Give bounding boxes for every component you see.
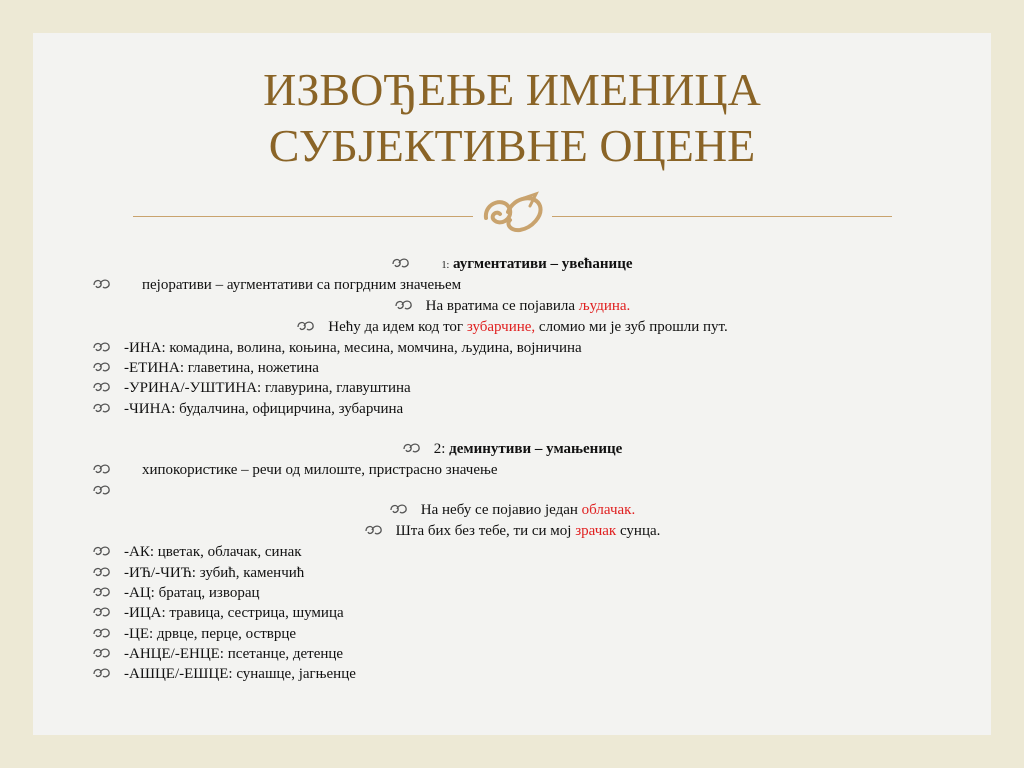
fleuron-bullet-icon <box>92 278 112 290</box>
section1-item <box>92 379 411 398</box>
list-item-text: -ИЦА: травица, сестрица, шумица <box>124 605 344 621</box>
fleuron-bullet-icon <box>92 484 112 496</box>
section1-example1-text: На вратима се појавила <box>425 298 579 314</box>
fleuron-bullet-icon <box>92 381 112 393</box>
section1-item <box>92 400 403 419</box>
title-line-1: ИЗВОЂЕЊЕ ИМЕНИЦА <box>263 64 761 115</box>
fleuron-bullet-icon <box>92 647 112 659</box>
section2-example1-highlight: облачак. <box>581 502 636 518</box>
section2-item <box>92 645 343 664</box>
fleuron-bullet-icon <box>92 361 112 373</box>
list-item-text: -ЦЕ: дрвце, перце, оствpце <box>124 626 297 642</box>
fleuron-bullet-icon <box>92 606 112 618</box>
list-item-text: -АШЦЕ/-ЕШЦЕ: сунашце, јагњенце <box>124 666 356 682</box>
section2-item <box>92 604 344 623</box>
empty-bullet-line <box>92 482 112 501</box>
fleuron-bullet-icon <box>92 566 112 578</box>
section2-item <box>92 584 260 603</box>
section2-example2-highlight: зрачак <box>575 523 617 539</box>
section1-example2-rest: сломио ми је зуб прошли пут. <box>535 319 728 335</box>
section1-example2-highlight: зубарчине, <box>466 319 536 335</box>
section1-example1-highlight: људина. <box>578 298 631 314</box>
fleuron-bullet-icon <box>296 320 316 332</box>
section2-example2-rest: сунца. <box>616 523 661 539</box>
fleuron-bullet-icon <box>391 257 411 269</box>
section2-item <box>92 665 356 684</box>
section1-item <box>92 359 319 378</box>
list-item-text: -АК: цветак, облачак, синак <box>124 544 302 560</box>
fleuron-bullet-icon <box>92 402 112 414</box>
section2-item <box>92 625 296 644</box>
fleuron-ornament-icon <box>480 188 548 234</box>
section2-definition-line <box>92 461 498 480</box>
fleuron-bullet-icon <box>402 442 422 454</box>
section2-item <box>92 564 304 583</box>
fleuron-bullet-icon <box>92 586 112 598</box>
section1-number: 1: <box>441 260 450 271</box>
fleuron-bullet-icon <box>92 341 112 353</box>
list-item-text: -АНЦЕ/-ЕНЦЕ: псетанце, детенце <box>124 646 344 662</box>
section1-heading: аугментативи – увећанице <box>453 256 633 272</box>
section2-example2-text: Шта бих без тебе, ти си мој <box>395 523 576 539</box>
section2-example1-text: На небу се појавио један <box>420 502 582 518</box>
section2-heading: деминутиви – умањенице <box>449 441 623 457</box>
section1-item <box>92 339 582 358</box>
section2-item <box>92 543 302 562</box>
list-item-text: -ИЋ/-ЧИЋ: зубић, каменчић <box>124 565 305 581</box>
title-line-2: СУБЈЕКТИВНЕ ОЦЕНЕ <box>268 120 756 171</box>
section2-example1-line <box>0 501 1024 520</box>
section1-example1-line <box>0 297 1024 316</box>
section1-definition: пејоративи – аугментативи са погрдним значењем <box>142 277 462 293</box>
list-item-text: -АЦ: братац, изворац <box>124 585 260 601</box>
list-item-text: -ИНА: комадина, волина, коњина, месина, момчина, људина, војничина <box>124 340 582 356</box>
slide-title <box>0 62 1024 174</box>
fleuron-bullet-icon <box>364 524 384 536</box>
section1-heading-line <box>0 255 1024 275</box>
list-item-text: -ЧИНА: будалчина, официрчина, зубарчина <box>124 401 404 417</box>
list-item-text: -УРИНА/-УШТИНА: главурина, главуштина <box>124 380 411 396</box>
section1-example2-line <box>0 318 1024 337</box>
section2-heading-line <box>0 440 1024 459</box>
section2-definition: хипокористике – речи од милоште, пристрасно значење <box>142 462 498 478</box>
section2-example2-line <box>0 522 1024 541</box>
fleuron-bullet-icon <box>92 463 112 475</box>
section2-number: 2: <box>433 441 446 457</box>
fleuron-bullet-icon <box>92 545 112 557</box>
fleuron-bullet-icon <box>92 667 112 679</box>
fleuron-bullet-icon <box>389 503 409 515</box>
divider-right <box>552 216 892 217</box>
fleuron-bullet-icon <box>394 299 414 311</box>
section1-definition-line <box>92 276 461 295</box>
divider-left <box>133 216 473 217</box>
section1-example2-text: Нећу да идем код тог <box>328 319 467 335</box>
fleuron-bullet-icon <box>92 627 112 639</box>
list-item-text: -ЕТИНА: главетина, ножетина <box>124 360 319 376</box>
